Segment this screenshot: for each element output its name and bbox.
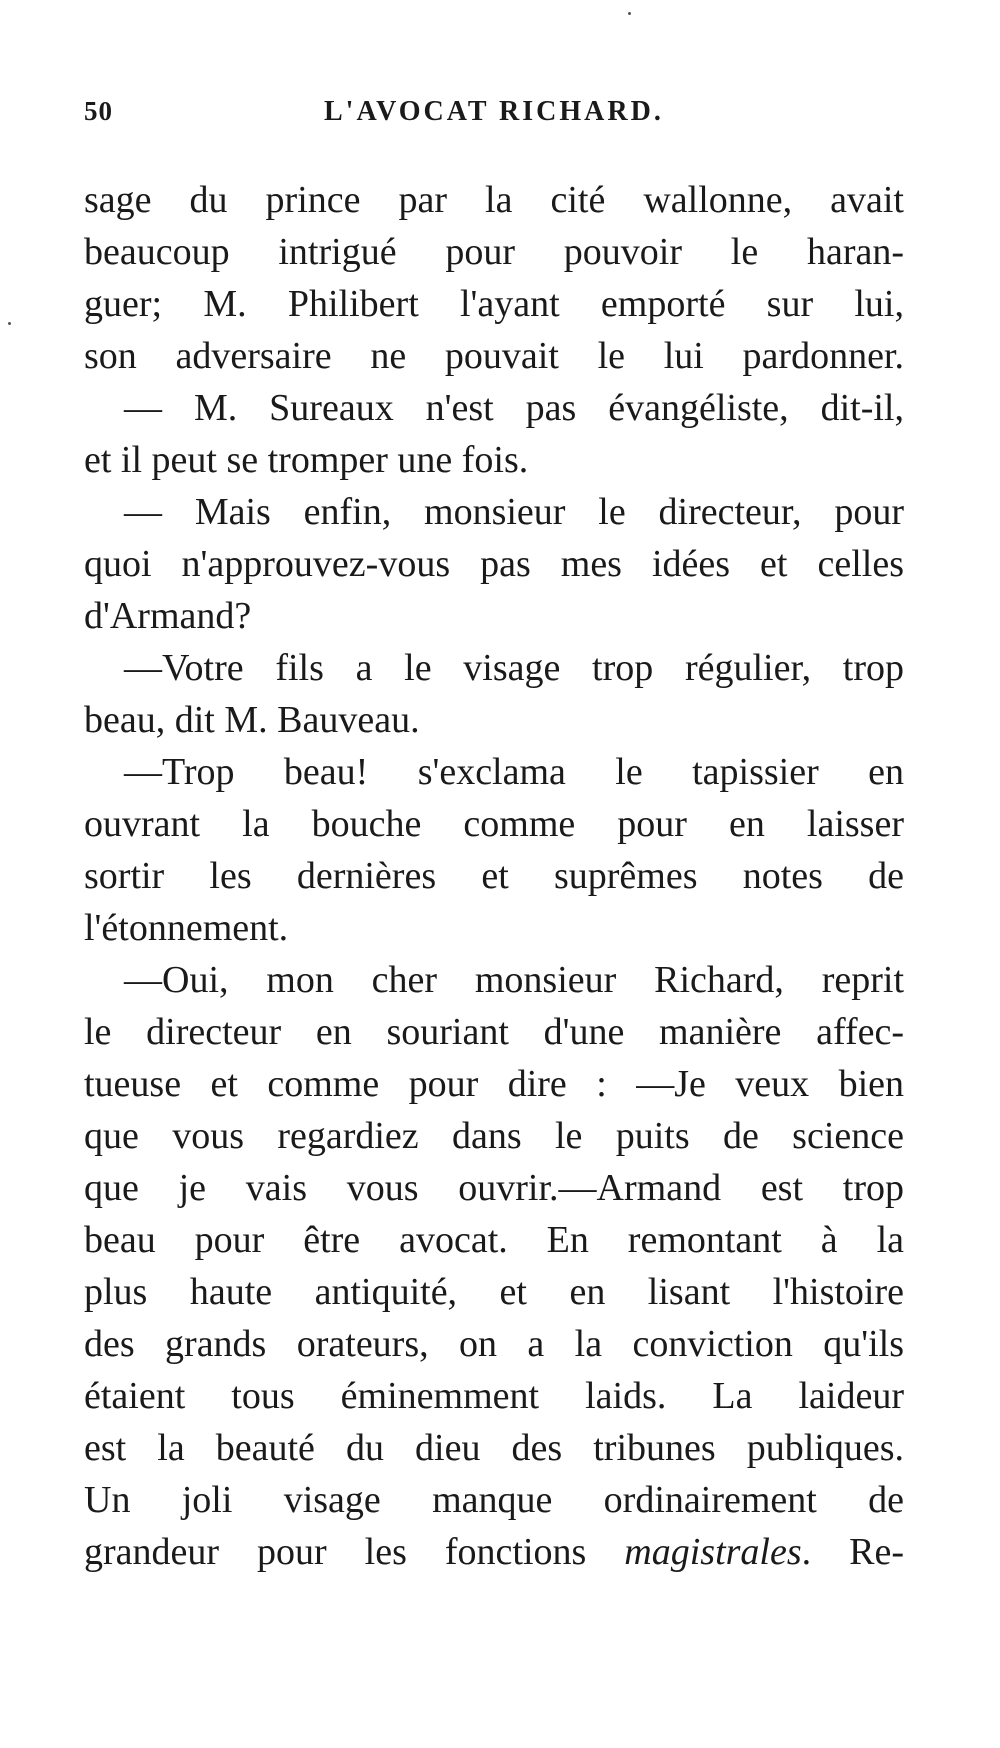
- text-line: — Mais enfin, monsieur le directeur, pour: [124, 491, 904, 533]
- text-line: que vous regardiez dans le puits de science: [84, 1115, 904, 1157]
- text-line: plus haute antiquité, et en lisant l'histoire: [84, 1271, 904, 1313]
- text-line: —Oui, mon cher monsieur Richard, reprit: [124, 959, 904, 1001]
- text-line: le directeur en souriant d'une manière affec-: [84, 1011, 904, 1053]
- text-line: et il peut se tromper une fois.: [84, 439, 529, 481]
- text-line: l'étonnement.: [84, 907, 289, 949]
- text-line: — M. Sureaux n'est pas évangéliste, dit-il,: [124, 387, 904, 429]
- text-line: étaient tous éminemment laids. La laideur: [84, 1375, 904, 1417]
- text-line: est la beauté du dieu des tribunes publiques.: [84, 1427, 904, 1469]
- text-line: que je vais vous ouvrir.—Armand est trop: [84, 1167, 904, 1209]
- text-line: quoi n'approuvez-vous pas mes idées et celles: [84, 543, 904, 585]
- italic-word: magistrales: [624, 1531, 802, 1573]
- text-line: sortir les dernières et suprêmes notes de: [84, 855, 904, 897]
- text-line-last: [84, 1526, 904, 1578]
- page-number: 50: [84, 96, 113, 126]
- text-line: des grands orateurs, on a la conviction qu'ils: [84, 1323, 904, 1365]
- text-line: son adversaire ne pouvait le lui pardonner.: [84, 335, 904, 377]
- scan-speck: [8, 322, 11, 325]
- running-title: L'AVOCAT RICHARD.: [324, 96, 664, 127]
- text-line: —Votre fils a le visage trop régulier, trop: [124, 647, 904, 689]
- text-line: sage du prince par la cité wallonne, avait: [84, 179, 904, 221]
- running-head: [84, 96, 894, 136]
- body-text: [84, 174, 904, 1578]
- text-line: d'Armand?: [84, 595, 252, 637]
- text-line: tueuse et comme pour dire : —Je veux bien: [84, 1063, 904, 1105]
- text-line: Un joli visage manque ordinairement de: [84, 1479, 904, 1521]
- text-line: beau pour être avocat. En remontant à la: [84, 1219, 904, 1261]
- text-line: beau, dit M. Bauveau.: [84, 699, 420, 741]
- scan-speck: [628, 12, 631, 15]
- text-run: . Re-: [801, 1531, 904, 1573]
- text-run: grandeur pour les fonctions: [84, 1531, 625, 1573]
- text-line: ouvrant la bouche comme pour en laisser: [84, 803, 904, 845]
- text-line: beaucoup intrigué pour pouvoir le haran-: [84, 231, 904, 273]
- text-line: —Trop beau! s'exclama le tapissier en: [124, 751, 904, 793]
- text-line: guer; M. Philibert l'ayant emporté sur lui,: [84, 283, 904, 325]
